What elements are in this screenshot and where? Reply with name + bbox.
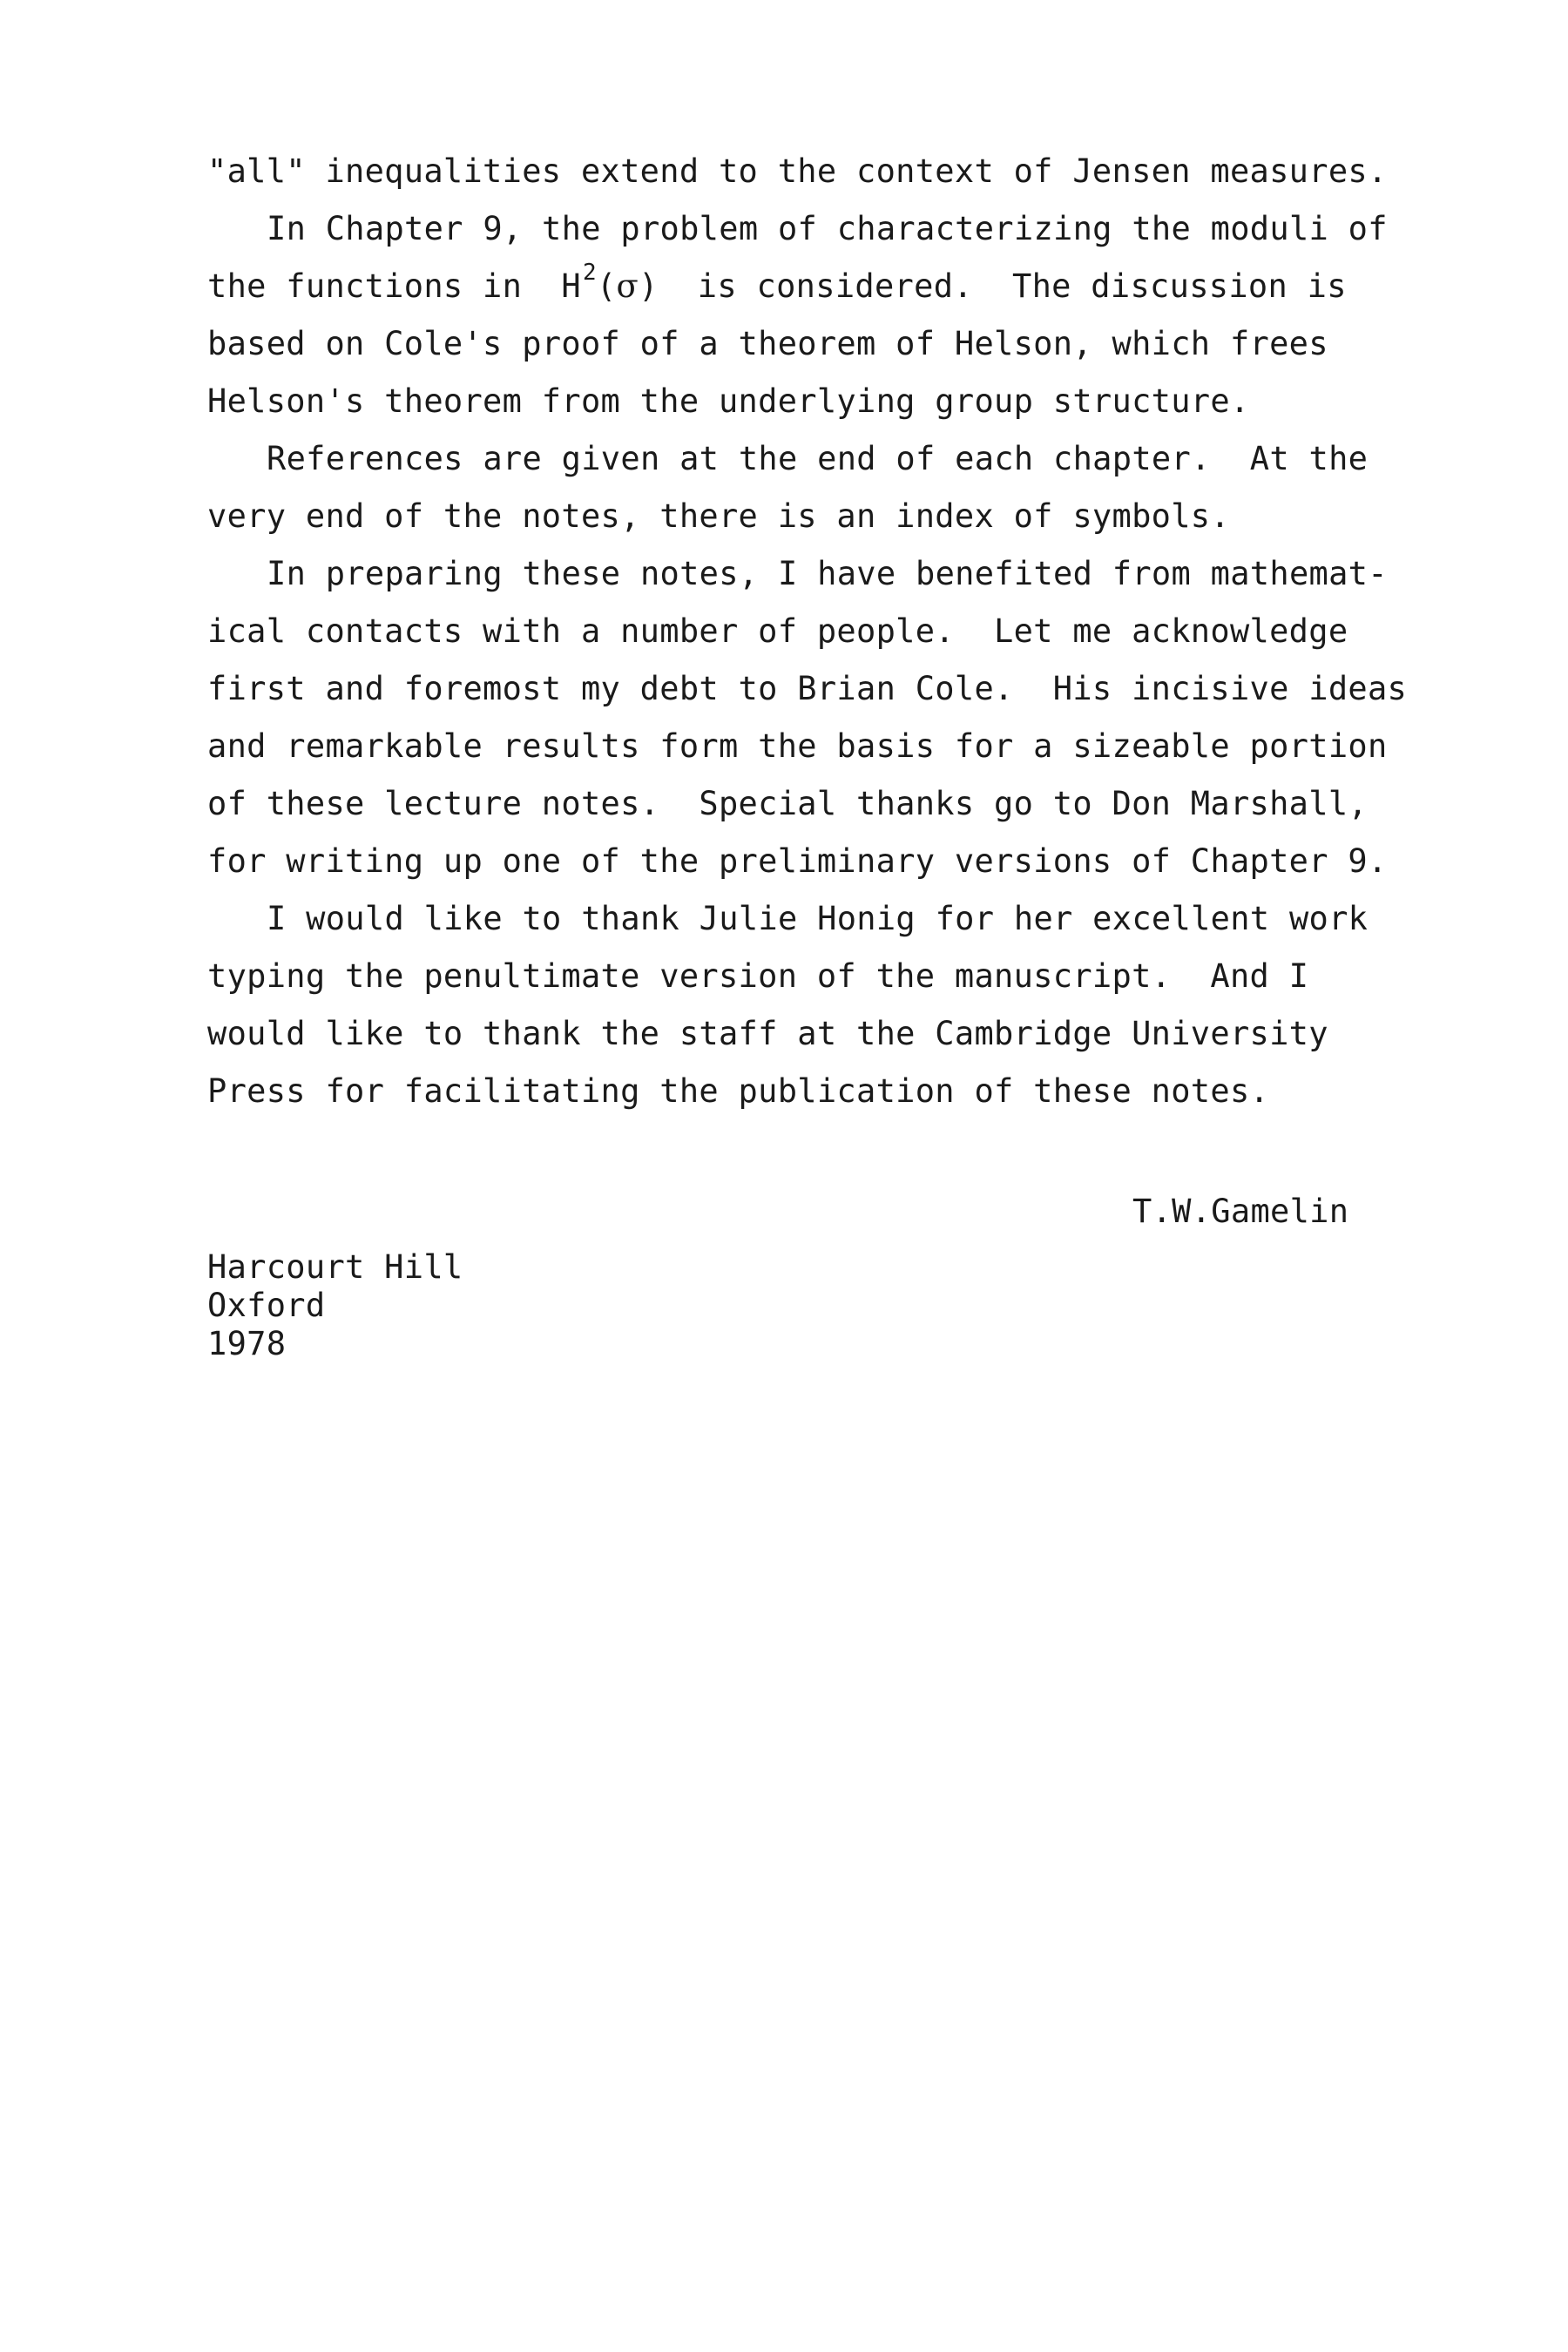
text-line-with-formula [207, 260, 1357, 305]
text-line: for writing up one of the preliminary versions of Chapter 9. [207, 842, 1388, 880]
text-line: I would like to thank Julie Honig for her excellent work [267, 900, 1369, 937]
address-line: Oxford [207, 1287, 326, 1324]
text-line: "all" inequalities extend to the context of Jensen measures. [207, 152, 1388, 190]
formula-paren-open: ( [596, 267, 617, 305]
formula-symbol-sigma: σ [616, 267, 639, 305]
text-line: Press for facilitating the publication of these notes. [207, 1072, 1270, 1110]
text-line: Helson's theorem from the underlying group structure. [207, 382, 1250, 420]
text-line: In Chapter 9, the problem of characterizing the moduli of [267, 210, 1388, 247]
formula-h2-sigma [561, 260, 659, 305]
text-line: of these lecture notes. Special thanks go to Don Marshall, [207, 785, 1368, 822]
text-line: very end of the notes, there is an index of symbols. [207, 497, 1230, 535]
formula-superscript: 2 [582, 260, 597, 286]
text-line: In preparing these notes, I have benefited from mathemat- [267, 555, 1388, 592]
text-line: References are given at the end of each chapter. At the [267, 440, 1369, 477]
text-line: would like to thank the staff at the Cambridge University [207, 1015, 1328, 1052]
formula-paren-close: ) [639, 267, 659, 305]
address-line: Harcourt Hill [207, 1248, 463, 1286]
text-fragment: is considered. The discussion is [658, 267, 1347, 305]
text-line: typing the penultimate version of the manuscript. And I [207, 957, 1309, 995]
text-line: first and foremost my debt to Brian Cole. His incisive ideas [207, 670, 1408, 707]
text-line: based on Cole's proof of a theorem of Helson, which frees [207, 325, 1328, 362]
text-line: and remarkable results form the basis for a sizeable portion [207, 727, 1388, 765]
address-year: 1978 [207, 1325, 287, 1362]
formula-symbol-h: H [561, 267, 581, 305]
text-fragment: the functions in [207, 267, 562, 305]
text-line: ical contacts with a number of people. Let me acknowledge [207, 612, 1348, 650]
author-signature: T.W.Gamelin [1132, 1193, 1349, 1230]
